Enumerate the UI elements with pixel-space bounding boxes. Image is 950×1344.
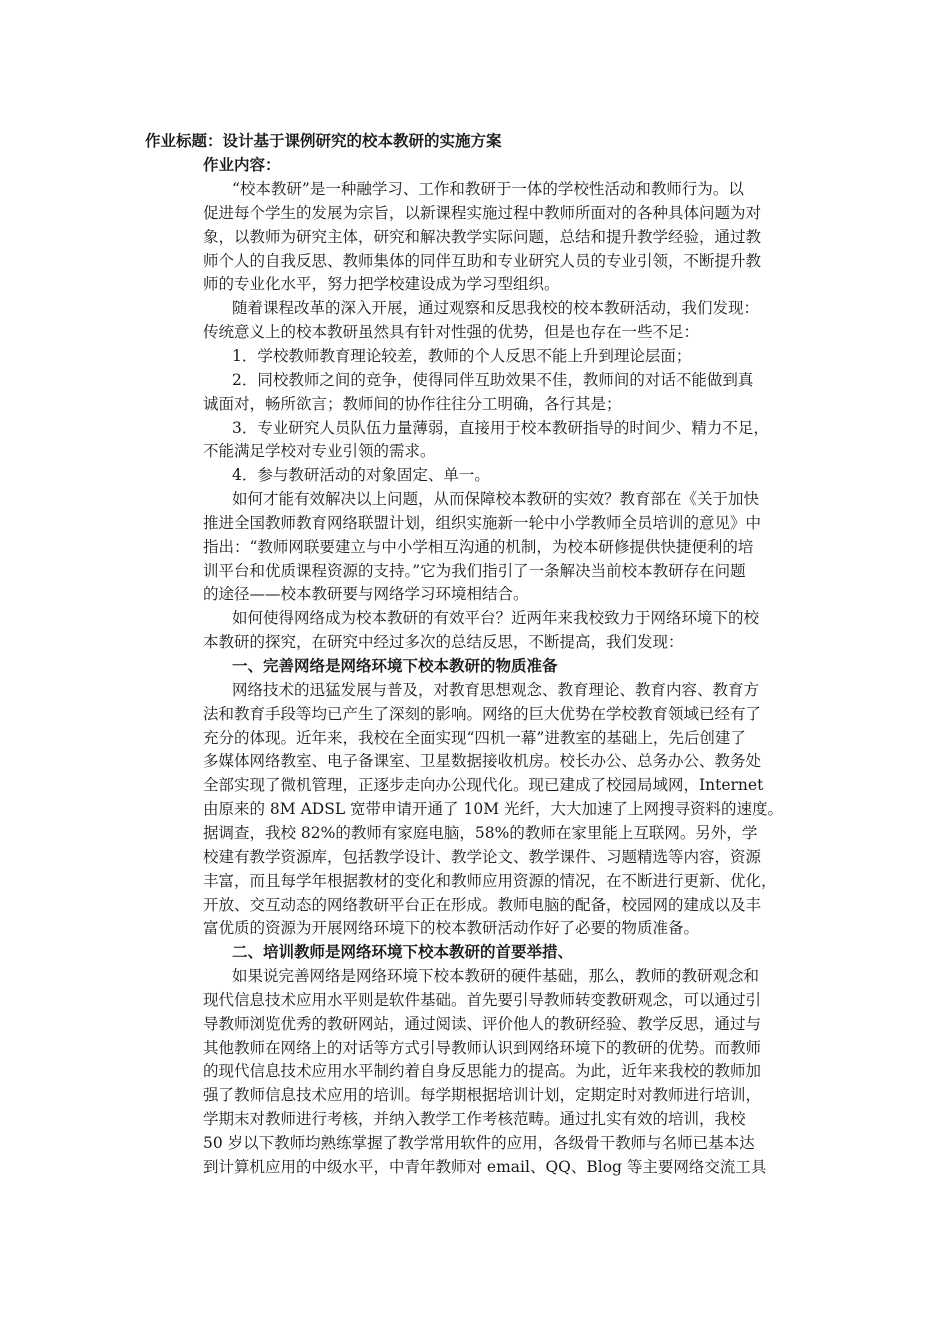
paragraph-line: 3．专业研究人员队伍力量薄弱，直接用于校本教研指导的时间少、精力不足， — [232, 419, 769, 437]
paragraph-line: 法和教育手段等均已产生了深刻的影响。网络的巨大优势在学校教育领域已经有了 — [203, 705, 762, 723]
paragraph-line: 传统意义上的校本教研虽然具有针对性强的优势，但是也存在一些不足： — [203, 323, 700, 341]
section-heading: 二、培训教师是网络环境下校本教研的首要举措、 — [232, 943, 574, 961]
paragraph-line: 50 岁以下教师均熟练掌握了教学常用软件的应用，各级骨干教师与名师已基本达 — [203, 1134, 755, 1152]
paragraph-line: 丰富，而且每学年根据教材的变化和教师应用资源的情况，在不断进行更新、优化， — [203, 872, 777, 890]
paragraph-line: 1．学校教师教育理论较差，教师的个人反思不能上升到理论层面； — [232, 347, 692, 365]
paragraph-line: 师的专业化水平，努力把学校建设成为学习型组织。 — [203, 275, 560, 293]
paragraph-line: 开放、交互动态的网络教研平台正在形成。教师电脑的配备，校园网的建成以及丰 — [203, 896, 762, 914]
paragraph-line: 象，以教师为研究主体，研究和解决教学实际问题，总结和提升教学经验，通过教 — [203, 228, 762, 246]
paragraph-line: “校本教研”是一种融学习、工作和教研于一体的学校性活动和教师行为。以 — [232, 180, 744, 198]
paragraph-line: 校建有教学资源库，包括教学设计、教学论文、教学课件、习题精选等内容，资源 — [203, 848, 762, 866]
content-label: 作业内容： — [203, 156, 281, 174]
paragraph-line: 诚面对，畅所欲言；教师间的协作往往分工明确，各行其是； — [203, 395, 622, 413]
paragraph-line: 2．同校教师之间的竞争，使得同伴互助效果不佳，教师间的对话不能做到真 — [232, 371, 754, 389]
paragraph-line: 充分的体现。近年来，我校在全面实现“四机一幕”进教室的基础上，先后创建了 — [203, 729, 746, 747]
paragraph-line: 到计算机应用的中级水平，中青年教师对 email、QQ、Blog 等主要网络交流工具 — [203, 1158, 767, 1176]
paragraph-line: 由原来的 8M ADSL 宽带申请开通了 10M 光纤，大大加速了上网搜寻资料的速度。 — [203, 800, 783, 818]
paragraph-line: 如果说完善网络是网络环境下校本教研的硬件基础，那么，教师的教研观念和 — [232, 967, 760, 985]
paragraph-line: 富优质的资源为开展网络环境下的校本教研活动作好了必要的物质准备。 — [203, 919, 700, 937]
paragraph-line: 训平台和优质课程资源的支持。”它为我们指引了一条解决当前校本教研存在问题 — [203, 562, 746, 580]
paragraph-line: 指出：“教师网联要建立与中小学相互沟通的机制，为校本研修提供快捷便利的培 — [203, 538, 754, 556]
paragraph-line: 据调查，我校 82%的教师有家庭电脑，58%的教师在家里能上互联网。另外，学 — [203, 824, 758, 842]
paragraph-line: 4．参与教研活动的对象固定、单一。 — [232, 466, 490, 484]
paragraph-line: 全部实现了微机管理，正逐步走向办公现代化。现已建成了校园局域网，Internet — [203, 776, 764, 794]
paragraph-line: 导教师浏览优秀的教研网站，通过阅读、评价他人的教研经验、教学反思，通过与 — [203, 1015, 762, 1033]
paragraph-line: 本教研的探究，在研究中经过多次的总结反思，不断提高，我们发现： — [203, 633, 684, 651]
paragraph-line: 的现代信息技术应用水平制约着自身反思能力的提高。为此，近年来我校的教师加 — [203, 1062, 762, 1080]
paragraph-line: 现代信息技术应用水平则是软件基础。首先要引导教师转变教研观念，可以通过引 — [203, 991, 762, 1009]
paragraph-line: 的途径——校本教研要与网络学习环境相结合。 — [203, 585, 529, 603]
paragraph-line: 网络技术的迅猛发展与普及，对教育思想观念、教育理论、教育内容、教育方 — [232, 681, 760, 699]
paragraph-line: 如何才能有效解决以上问题，从而保障校本教研的实效？教育部在《关于加快 — [232, 490, 760, 508]
paragraph-line: 多媒体网络教室、电子备课室、卫星数据接收机房。校长办公、总务办公、教务处 — [203, 752, 762, 770]
paragraph-line: 不能满足学校对专业引领的需求。 — [203, 442, 436, 460]
paragraph-line: 促进每个学生的发展为宗旨，以新课程实施过程中教师所面对的各种具体问题为对 — [203, 204, 762, 222]
paragraph-line: 其他教师在网络上的对话等方式引导教师认识到网络环境下的教研的优势。而教师 — [203, 1039, 762, 1057]
paragraph-line: 随着课程改革的深入开展，通过观察和反思我校的校本教研活动，我们发现： — [232, 299, 760, 317]
paragraph-line: 强了教师信息技术应用的培训。每学期根据培训计划，定期定时对教师进行培训， — [203, 1086, 762, 1104]
section-heading: 一、完善网络是网络环境下校本教研的物质准备 — [232, 657, 558, 675]
paragraph-line: 学期末对教师进行考核，并纳入教学工作考核范畴。通过扎实有效的培训，我校 — [203, 1110, 746, 1128]
paragraph-line: 推进全国教师教育网络联盟计划，组织实施新一轮中小学教师全员培训的意见》中 — [203, 514, 762, 532]
assignment-title: 作业标题：设计基于课例研究的校本教研的实施方案 — [145, 132, 502, 150]
paragraph-line: 师个人的自我反思、教师集体的同伴互助和专业研究人员的专业引领，不断提升教 — [203, 252, 762, 270]
paragraph-line: 如何使得网络成为校本教研的有效平台？近两年来我校致力于网络环境下的校 — [232, 609, 760, 627]
